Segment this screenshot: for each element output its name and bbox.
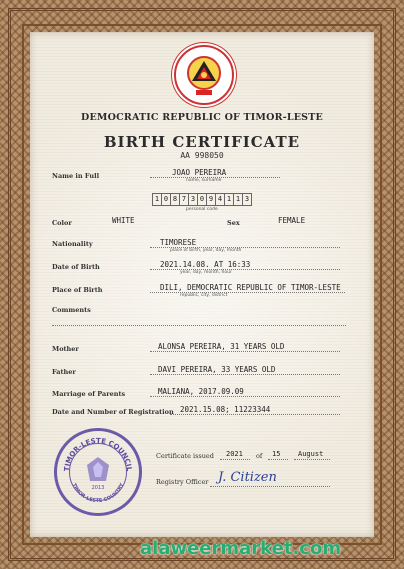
serial-number: AA 998050	[180, 151, 224, 160]
personal-code-box-1	[152, 193, 207, 204]
name-label: Name in Full	[52, 172, 100, 180]
father-label: Father	[52, 368, 76, 376]
mother-value: ALONSA PEREIRA, 31 YEARS OLD	[158, 342, 285, 351]
signature-line	[210, 486, 330, 487]
father-line	[150, 374, 340, 375]
personal-code-hint: personal code	[186, 207, 218, 212]
comments-label: Comments	[52, 306, 91, 314]
certificate-title: BIRTH CERTIFICATE	[103, 133, 301, 151]
pob-label: Place of Birth	[52, 286, 103, 294]
issue-month: August	[298, 450, 324, 458]
svg-text:TIMOR-LESTE COUNTRY: TIMOR-LESTE COUNTRY	[70, 482, 126, 505]
nationality-label: Nationality	[52, 240, 93, 248]
issued-label: Certificate issued	[156, 452, 214, 460]
code-digit: 8	[171, 193, 180, 206]
nationality-line	[150, 247, 340, 248]
dob-label: Date of Birth	[52, 263, 100, 271]
nationality-hint: place of birth, year, day, month	[170, 248, 242, 253]
sex-label: Sex	[227, 219, 240, 227]
stamp-seal-icon	[57, 431, 139, 513]
name-line	[150, 177, 280, 178]
name-hint: name, surname	[186, 178, 222, 183]
registration-line	[170, 414, 340, 415]
svg-text:2013: 2013	[91, 485, 105, 491]
registration-value: 2021.15.08; 11223344	[180, 405, 271, 414]
marriage-line	[150, 396, 340, 397]
code-digit: 7	[180, 193, 189, 206]
officer-signature: J. Citizen	[218, 470, 277, 485]
dob-line	[150, 269, 340, 270]
month-line	[294, 459, 330, 460]
pob-hint: republic, city, district	[180, 293, 228, 298]
svg-text:TIMOR-LESTE COUNCIL: TIMOR-LESTE COUNCIL	[62, 436, 134, 472]
code-digit: 3	[243, 193, 252, 206]
code-digit: 1	[234, 193, 243, 206]
emblem-icon	[184, 53, 224, 97]
watermark: alaweermarket.com	[140, 538, 342, 559]
registration-label: Date and Number of Registration	[52, 408, 174, 416]
code-digit: 9	[206, 193, 216, 206]
mother-label: Mother	[52, 345, 79, 353]
officer-label: Registry Officer	[156, 478, 209, 486]
code-digit: 0	[162, 193, 171, 206]
father-value: DAVI PEREIRA, 33 YEARS OLD	[158, 365, 276, 374]
issued-year: 2021	[226, 450, 243, 458]
dob-hint: year, day, month, hour	[180, 270, 232, 275]
code-digit: 4	[216, 193, 225, 206]
national-emblem	[174, 45, 234, 105]
code-digit: 1	[152, 193, 162, 206]
marriage-value: MALIANA, 2017.09.09	[158, 387, 244, 396]
nationality-value: TIMORESE	[160, 238, 197, 247]
sex-value: FEMALE	[278, 216, 306, 225]
day-line	[268, 459, 288, 460]
name-value: JOAO PEREIRA	[172, 168, 227, 177]
color-value: WHITE	[112, 216, 135, 225]
code-digit: 0	[198, 193, 207, 206]
pob-value: DILI, DEMOCRATIC REPUBLIC OF TIMOR-LESTE	[160, 283, 341, 292]
mother-line	[150, 351, 340, 352]
comments-line-1	[52, 325, 346, 326]
official-stamp	[54, 428, 142, 516]
code-digit: 1	[225, 193, 234, 206]
color-label: Color	[52, 219, 72, 227]
issue-day: 15	[272, 450, 281, 458]
republic-title: DEMOCRATIC REPUBLIC OF TIMOR-LESTE	[81, 112, 323, 123]
pob-line	[150, 292, 345, 293]
year-line	[220, 459, 250, 460]
personal-code-box-2	[206, 193, 252, 204]
of-label: of	[256, 452, 263, 460]
marriage-label: Marriage of Parents	[52, 390, 126, 398]
code-digit: 3	[189, 193, 198, 206]
dob-value: 2021.14.08. AT 16:33	[160, 260, 251, 269]
